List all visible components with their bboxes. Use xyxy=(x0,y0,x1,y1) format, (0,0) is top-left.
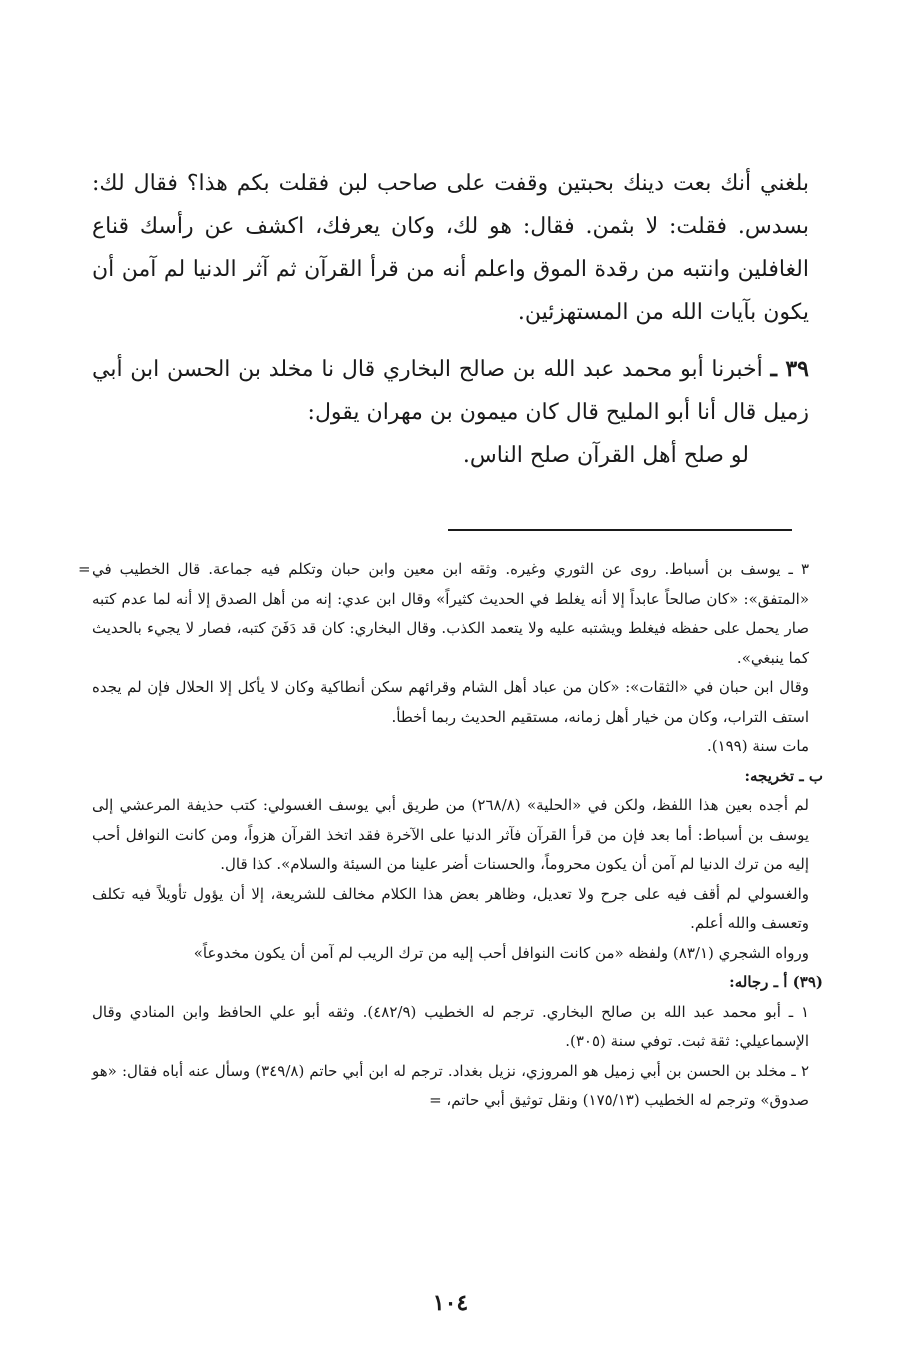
narration-number: ٣٩ ـ xyxy=(770,356,809,382)
footnote-separator xyxy=(448,529,792,531)
continuation-mark: = xyxy=(78,560,91,578)
footnote-paragraph: وقال ابن حبان في «الثقات»: «كان من عباد أهل الشام وقرائهم سكن أنطاكية وكان لا يأكل إلا الحلال فإن لم يجده استف التراب، وكان من خيار أهل زمانه، مستقيم الحديث ربما أخطأ. xyxy=(92,678,809,726)
footnotes xyxy=(92,555,823,1116)
paragraph: بلغني أنك بعت دينك بحبتين وقفت على صاحب لبن فقلت بكم هذا؟ فقال لك: بسدس. فقلت: لا بثمن. فقال: هو لك، وكان يعرفك، اكشف عن رأسك قناع الغافلين وانتبه من رقدة الموق واعلم أنه من قرأ القرآن ثم آثر الدنيا لم آمن أن يكون بآيات الله من المستهزئين. xyxy=(92,171,809,325)
footnote-paragraph: ١ ـ أبو محمد عبد الله بن صالح البخاري. ترجم له الخطيب (٤٨٢/٩). وثقه أبو علي الحافظ وابن المنادي وقال الإسماعيلي: ثقة ثبت. توفي سنة (٣٠٥). xyxy=(92,1002,809,1050)
heading-number: (٣٩) xyxy=(792,973,823,991)
paragraph xyxy=(92,348,809,434)
footnote-paragraph: والغسولي لم أقف فيه على جرح ولا تعديل، وظاهر بعض هذا الكلام مخالف للشريعة، إلا أن يؤول تأويلاً فيه تكلف وتعسف والله أعلم. xyxy=(92,884,809,932)
footnote-paragraph: ٢ ـ مخلد بن الحسن بن أبي زميل هو المروزي، نزيل بغداد. ترجم له ابن أبي حاتم (٣٤٩/٨) وسأل عنه أباه فقال: «هو صدوق» وترجم له الخطيب (١٧٥/١٣) ونقل توثيق أبي حاتم، = xyxy=(92,1061,809,1109)
section-heading xyxy=(92,968,823,998)
footnote-paragraph: ورواه الشجري (٨٣/١) ولفظه «من كانت النوافل أحب إليه من ترك الريب لم آمن أن يكون مخدوعاً» xyxy=(193,943,809,962)
footnote-paragraph: لم أجده بعين هذا اللفظ، ولكن في «الحلية» (٢٦٨/٨) من طريق أبي يوسف الغسولي: كتب حذيفة المرعشي إلى يوسف بن أسباط: أما بعد فإن من قرأ القرآن فآثر الدنيا على الآخرة فقد اتخذ القرآن هزواً، ومن كانت النوافل أحب إليه من ترك الدنيا لم آمن أن يكون محروماً، والحسنات أضر علينا من السيئة والسلام». كذا قال. xyxy=(92,796,809,873)
footnote-paragraph: ٣ ـ يوسف بن أسباط. روى عن الثوري وغيره. وثقه ابن معين وابن حبان وتكلم فيه جماعة. قال الخطيب في «المتفق»: «كان صالحاً عابداً إلا أنه يغلط في الحديث كثيراً» وقال ابن عدي: إنه من أهل الصدق إلا أنه لما عدم كتبه صار يحمل على حفظه فيغلط ويشتبه عليه ولا يتعمد الكذب. وقال البخاري: كان قد دَفَنَ كتبه، فصار لا يجيء بالحديث كما ينبغي». xyxy=(92,560,809,667)
heading-text: أ ـ رجاله: xyxy=(729,973,788,991)
quotation: لو صلح أهل القرآن صلح الناس. xyxy=(462,443,749,468)
page-number: ١٠٤ xyxy=(432,1290,469,1316)
section-heading: ب ـ تخريجه: xyxy=(744,766,823,785)
main-text xyxy=(92,162,809,477)
narration-text: أخبرنا أبو محمد عبد الله بن صالح البخاري قال نا مخلد بن الحسن ابن أبي زميل قال أنا أبو المليح قال كان ميمون بن مهران يقول: xyxy=(92,357,809,425)
footnote-paragraph: مات سنة (١٩٩). xyxy=(706,737,809,755)
